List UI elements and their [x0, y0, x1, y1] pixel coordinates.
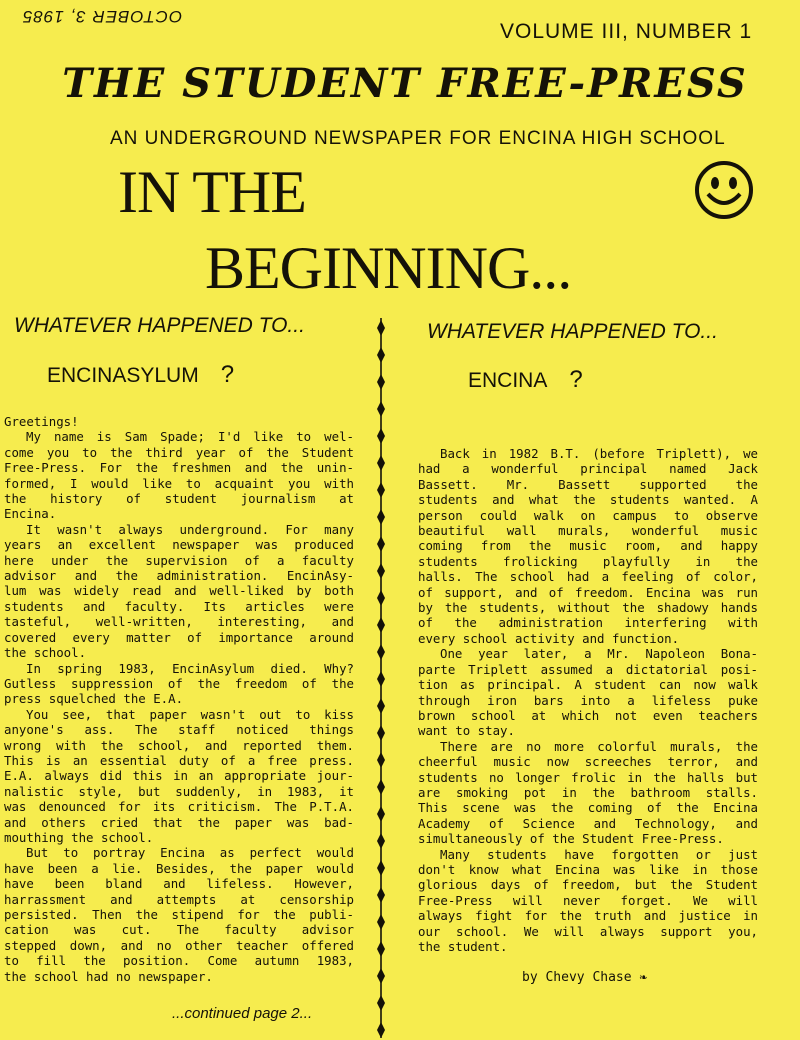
divider-diamond	[377, 347, 385, 363]
text-line: Bassett. Mr. Bassett supported the	[418, 476, 758, 492]
text-line: the student.	[418, 939, 508, 954]
text-line: Free-Press will never forget. We will	[418, 892, 758, 908]
volume-number: VOLUME III, NUMBER 1	[500, 20, 753, 43]
paragraph	[4, 522, 354, 661]
text-line: to fill the position. Come autumn 1983,	[4, 953, 354, 969]
divider-diamond	[377, 590, 385, 606]
column-divider	[372, 318, 390, 1038]
text-line: students frolicking playfully in the	[418, 553, 758, 569]
text-line: had a wonderful principal named Jack	[418, 461, 758, 477]
text-line: are smoking pot in the bathroom stalls.	[418, 784, 758, 800]
divider-diamond	[377, 779, 385, 795]
divider-diamond	[377, 374, 385, 390]
paragraph	[4, 661, 354, 707]
text-line: of the administration interfering with	[418, 615, 758, 631]
text-line: lum was widely read and well-liked by both	[4, 583, 354, 599]
divider-diamond	[377, 968, 385, 984]
text-line: come you to the third year of the Student	[4, 444, 354, 460]
paragraph	[4, 845, 354, 984]
text-line: glorious days of freedom, but the Student	[418, 877, 758, 893]
text-line: advisor and the administration. EncinAsy-	[4, 568, 354, 584]
paragraph	[4, 707, 354, 846]
text-line: This is an essential duty of a free press.	[4, 752, 354, 768]
text-line: wrong with the school, and reported them.	[4, 737, 354, 753]
text-line: Greetings!	[4, 414, 79, 429]
left-column-subject: ENCINASYLUM ?	[47, 361, 235, 388]
divider-diamond	[377, 698, 385, 714]
paragraph	[418, 739, 758, 847]
paragraph	[418, 847, 758, 955]
divider-diamond	[377, 833, 385, 849]
divider-diamond	[377, 320, 385, 336]
signature-mark-icon: ❧	[639, 970, 648, 985]
text-line: mouthing the school.	[4, 829, 154, 845]
text-line: and others cried that the paper was bad-	[4, 814, 354, 830]
text-line: This scene was the coming of the Encina	[418, 800, 758, 816]
text-line: students and what the students wanted. A	[418, 492, 758, 508]
text-line: person could walk on campus to observe	[418, 507, 758, 523]
text-line: always fight for the truth and justice in	[418, 908, 758, 924]
divider-diamond	[377, 428, 385, 444]
text-line: halls. The school had a feeling of color,	[418, 569, 758, 585]
divider-diamond	[377, 536, 385, 552]
text-line: formed, I would like to acquaint you with	[4, 475, 354, 491]
text-line: You see, that paper wasn't out to kiss	[26, 706, 354, 722]
divider-diamond	[377, 617, 385, 633]
text-line: brown school at which not even teachers	[418, 707, 758, 723]
text-line: students and faculty. Its articles were	[4, 598, 354, 614]
text-line: E.A. always did this in an appropriate jour-	[4, 768, 354, 784]
text-line: covered every matter of importance around	[4, 629, 354, 645]
text-line: the school.	[4, 645, 87, 661]
text-line: every school activity and function.	[418, 630, 680, 646]
text-line: Encina.	[4, 506, 57, 522]
continued-note: ...continued page 2...	[172, 1005, 313, 1022]
divider-diamond	[377, 887, 385, 903]
text-line: But to portray Encina as perfect would	[26, 845, 354, 861]
text-line: tion as principal. A student can now walk	[418, 677, 758, 693]
text-line: by the students, without the shadowy hands	[418, 600, 758, 616]
text-line: through iron bars into a lifeless puke	[418, 692, 758, 708]
divider-diamond	[377, 563, 385, 579]
text-line: There are no more colorful murals, the	[440, 738, 758, 754]
date-handwritten: OCTOBER 3, 1985	[22, 7, 183, 26]
divider-diamond	[377, 1022, 385, 1038]
right-column-heading: WHATEVER HAPPENED TO...	[427, 320, 718, 343]
smiley-face-icon	[692, 158, 756, 222]
text-line: Academy of Science and Technology, and	[418, 815, 758, 831]
text-line: persisted. Then the stipend for the publi-	[4, 907, 354, 922]
text-line: the school had no newspaper.	[4, 968, 213, 984]
paragraph	[418, 646, 758, 738]
text-line: tasteful, well-written, interesting, and	[4, 614, 354, 630]
divider-diamond	[377, 509, 385, 525]
text-line: simultaneously of the Student Free-Press.	[418, 831, 724, 847]
text-line: It wasn't always underground. For many	[26, 521, 354, 537]
divider-diamond	[377, 806, 385, 822]
divider-diamond	[377, 995, 385, 1011]
paragraph	[418, 446, 758, 646]
text-line: Many students have forgotten or just	[440, 846, 758, 862]
text-line: cation was cut. The faculty advisor	[4, 922, 354, 938]
text-line: our school. We will always support you,	[418, 923, 758, 939]
divider-diamond	[377, 914, 385, 930]
divider-diamond	[377, 860, 385, 876]
left-column-heading: WHATEVER HAPPENED TO...	[14, 314, 305, 337]
text-line: One year later, a Mr. Napoleon Bona-	[440, 646, 758, 662]
subtitle: AN UNDERGROUND NEWSPAPER FOR ENCINA HIGH SCHOOL	[110, 128, 726, 149]
text-line: Gutless suppression of the freedom of the	[4, 675, 354, 691]
text-line: My name is Sam Spade; I'd like to wel-	[26, 429, 354, 445]
divider-diamond	[377, 455, 385, 471]
text-line: stepped down, and no other teacher offered	[4, 937, 354, 953]
text-line: was denounced for its criticism. The P.T.A.	[4, 799, 354, 815]
text-line: Back in 1982 B.T. (before Triplett), we	[440, 446, 758, 461]
text-line: press squelched the E.A.	[4, 691, 184, 707]
divider-diamond	[377, 752, 385, 768]
text-line: want to stay.	[418, 723, 515, 739]
headline-line-1: IN THE	[118, 159, 306, 225]
text-line: In spring 1983, EncinAsylum died. Why?	[26, 660, 354, 676]
text-line: have been bland and lifeless. However,	[4, 876, 354, 892]
text-line: nalistic style, but suddenly, in 1983, it	[4, 783, 354, 799]
divider-diamond	[377, 482, 385, 498]
text-line: cheerful music now screeches terror, and	[418, 754, 758, 770]
text-line: years an excellent newspaper was produced	[4, 537, 354, 553]
text-line: the history of student journalism at	[4, 491, 354, 507]
text-line: coming from the music room, and happy	[418, 538, 758, 554]
left-article-body	[4, 414, 354, 984]
text-line: parte Triplett assumed a dictatorial posi-	[418, 661, 758, 677]
headline-line-2: BEGINNING...	[205, 235, 572, 301]
divider-diamond	[377, 725, 385, 741]
masthead-title: THE STUDENT FREE-PRESS	[62, 60, 748, 107]
text-line: beautiful wall murals, wonderful music	[418, 523, 758, 539]
text-line: students no longer frolic in the halls but	[418, 769, 758, 785]
text-line: of support, and of freedom. Encina was run	[418, 584, 758, 600]
text-line: have been a lie. Besides, the paper would	[4, 860, 354, 876]
text-line: Free-Press. For the freshmen and the unin-	[4, 460, 354, 476]
divider-diamond	[377, 644, 385, 660]
text-line: anyone's ass. The staff noticed things	[4, 722, 354, 738]
text-line: harrassment and attempts at censorship	[4, 891, 354, 907]
right-column-subject: ENCINA ?	[468, 366, 583, 393]
right-article-body	[418, 446, 758, 954]
divider-diamond	[377, 401, 385, 417]
paragraph	[4, 414, 354, 522]
text-line: here under the supervision of a faculty	[4, 552, 354, 568]
byline: by Chevy Chase ❧	[522, 970, 648, 985]
divider-diamond	[377, 671, 385, 687]
text-line: don't know what Encina was like in those	[418, 861, 758, 877]
divider-diamond	[377, 941, 385, 957]
